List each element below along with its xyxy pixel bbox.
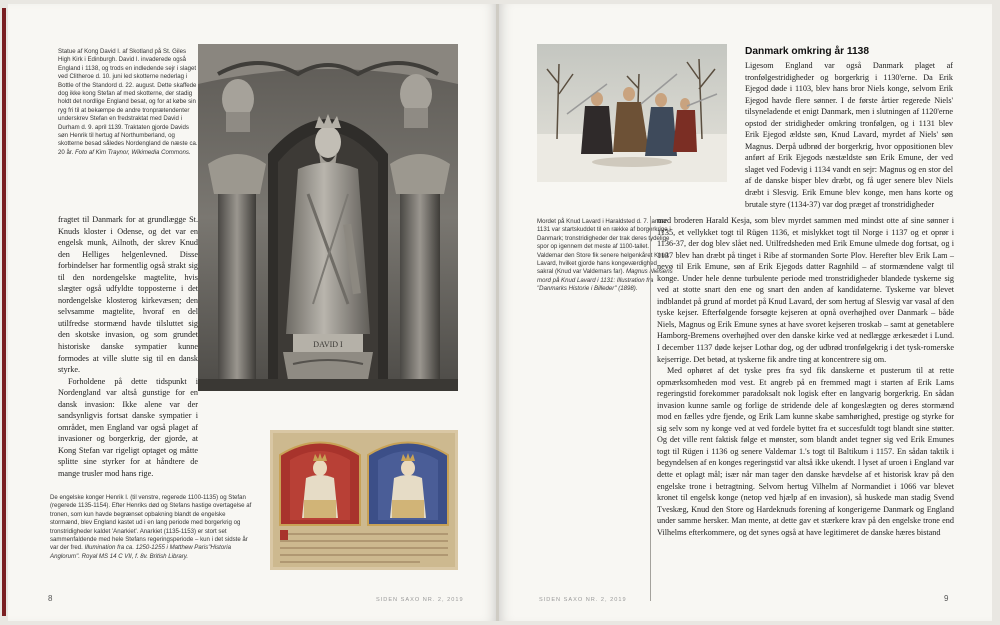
right-page xyxy=(499,4,992,621)
painting-caption xyxy=(537,218,673,294)
right-column-full xyxy=(657,215,954,538)
statue-caption-text: Statue af Kong David I. af Skotland på St. Giles High Kirk i Edinburgh. David I. invaderede også England i 1138, og trods en indledende sejr i slaget ved Clitheroe d. 10. juni led skotterne nederlag i Bottle of the Standord d. 22. august. Dette skaffede dog ikke kong Stefan af med skotterne, der stadig holdt det nordlige England besat, og for at købe sin ryg fri til at bekæmpe de andre tronprætendenter underskrev Stefan en fredstraktat med David i Durham d. 9. april 1139. Traktaten gjorde Davids søn Henrik til hertug af Northumberland, og skotterne besad således Nordengland de næste ca. 20 år. xyxy=(58,48,198,156)
page-number-left: 8 xyxy=(48,594,53,603)
right-paragraph-2: med broderen Harald Kesja, som blev myrdet sammen med mindst otte af sine sønner i 1135, et vellykket togt til Rügen 1136, et mislykket togt til Norge i 1137 og et oprør i 1136-37, der dog blev slået ned. Utilfredsheden med Erik Emune ulmede dog fortsat, og i 1137 blev han dræbt på tinget i Ribe af stormanden Sorte Plov. Herefter blev Erik Lam – nevø til Erik Emune, søn af Erik Ejegods datter Ragnhild – af stormændene valgt til konge. Under hele denne turbulente periode med tronstridigheder blandede tyskerne sig ved at stotte snart den ene og snart den anden af kandidaterne. Tyskerne var blevet indblandet på grund af mordet på Knud Lavard, der som hertug af Slesvig var vasal af den tyske kejser. Efterfølgende forsøgte kejseren at opnå overhøjhed over Danmark – både Niels, Magnus og Erik Emune synes at have svoret kejseren troskab – samt at genetablere Hamborg-Bremens overhøjhed over den danske kirke ved at nedlægge ærkesædet i Lund. I december 1137 døde kejser Lothar dog, og der udbrød tronfølgekrig i det tysk-romerske kejserrige. Det betød, at tyskerne fik andre ting at koncentrere sig om. xyxy=(657,216,954,364)
column-rule xyxy=(650,216,651,601)
book-edge xyxy=(2,8,6,616)
statue-caption-credit: Foto af Kim Traynor, Wikimedia Commons. xyxy=(74,148,191,156)
page-number-right: 9 xyxy=(944,594,949,603)
running-head-right: SIDEN SAXO NR. 2, 2019 xyxy=(539,597,627,603)
plinth-inscription: DAVID I xyxy=(313,340,343,349)
kings-caption-text: De engelske konger Henrik I. (til venstre, regerede 1100-1135) og Stefan (regerede 1135-1154). Efter Henriks død og Stefans hastige overtagelse af tronen, som kun havde begrænset opbakning blandt de engelske stormænd, blev England kastet ud i en lang periode med borgerkrig og tronstridigheder kaldet 'Anarkiet'. Anarkiet (1135-1153) er stort set sammenfaldende med hele Stefans regeringsperiode – kun i det sidste år var der fred. xyxy=(50,494,252,552)
painting-caption-credit: Magnus Nielsens mord på Knud Lavard i 1131: Illustration fra "Danmarks Historie i Billeder" (1898). xyxy=(537,268,673,293)
left-page xyxy=(8,4,497,621)
statue-image xyxy=(198,44,458,391)
kings-caption xyxy=(50,494,256,561)
statue-photo xyxy=(198,44,458,391)
knud-lavard-painting xyxy=(537,44,727,182)
right-paragraph-1: Ligesom England var også Danmark plaget af tronfølgestridigheder og borgerkrig i 1130'erne. Da Erik Ejegod døde i 1103, blev hans bror Niels konge, selvom Erik Ejegod havde flere sønner. I de første årtier regerede Niels' tilsyneladende et enigt Danmark, men i slutningen af 1120'erne opstod der stridigheder omkring tronfølgen, og i 1131 blev Erik Ejegod ældste søn, Knud Lavard, myrdet af Niels' søn Magnus. Derpå udbrød der borgerkrig, hvor oppositionen blev anført af Erik Ejegods næstældste søn Erik Emune, der ved slaget ved Fodevig i 1134 vandt en sejr: Magnus og en stor del af de danske bisper blev dræbt, og få uger senere blev Niels dræbt i Slesvig. Erik Emune blev konge, men hans korte og brutale styre (1134-37) var dog præget af tronstridigheder xyxy=(745,61,953,209)
painting-caption-text: Mordet på Knud Lavard i Haraldsted d. 7. januar 1131 var startskuddet til en række af borgerkrige i Danmark; tronstridigheder der trak deres tydelige spor op igennem det meste af 1100-tallet. Valdemar den Store fik senere helgenkåret Knud Lavard, hvilket gjorde hans kongeværdighed sakral (Knud var Valdemars far). xyxy=(537,218,671,276)
running-head-left: SIDEN SAXO NR. 2, 2019 xyxy=(376,597,464,603)
kings-caption-credit: Illumination fra ca. 1250-1255 i Matthew Paris"Historia Anglorum". Royal MS 14 C VII, f. 8v. British Library. xyxy=(50,544,232,560)
left-paragraph-1: fragtet til Danmark for at grundlægge St. Knuds kloster i Odense, og det var en engelsk munk, Ailnoth, der skrev Knud den Helliges helgenlevned. Disse forbindelser har formentlig også strakt sig til den nordengelske magtelite, hvis slægter også udfyldte topposterne i det nordengelske klosterog kirkevæsen; den selvsamme magtelite, hvoraf en del utilfredse stormænd havde tilsluttet sig den skotske invasion, og som grundet historiske danske sympatier kunne formodes at ville slutte sig til en dansk styrke. xyxy=(58,215,198,375)
manuscript-image xyxy=(270,430,458,570)
left-paragraph-2: Forholdene på dette tidspunkt i Nordengland var altså gunstige for en dansk invasion: Ikke alene var der sandsynligvis fortsat danske sympatier i området, men England var også plaget af invasioner og borgerkrig, der gjorde, at Kong Stefan var rigeligt optaget og måtte splitte sine styrker for at håndtere de mange trusler mod hans rige. xyxy=(58,376,198,479)
left-body-text xyxy=(58,214,198,480)
right-paragraph-3: Med ophøret af det tyske pres fra syd fik danskerne et pusterum til at rette opmærksomheden mod vest. Et angreb på en fremmed magt i starten af Erik Lams regeringstid forekommer paradoksalt nok logisk efter en langvarig borgerkrig. En sådan invasion kunne samle og forlige de stridende dele af kongeslægten og deres stormænd mod en fælles ydre fjende, og Erik Lam kunne skabe samhørighed, prestige og styrke for sig selv som ny konge ved at ved fordele byttet fra et succesfuldt togt blandt sine støtter. Og det ville rent faktisk følge et mønster, som blandt andet tegner sig ved Erik Emunes togt til Rügen i 1136 og senere Valdemar 1.'s togt til Baltikum i 1157. En sådan taktik i begyndelsen af en konges regeringstid var altså ikke ukendt. I lyset af uroen i England var dette et oplagt mål; især når man tager den danske hævdelse af et historisk krav på den engelske trone i betragtning. Selvom hertug Vilhelm af Normandiet i 1066 var blevet kronet til engelsk konge (netop ved hjælp af en invasion), så huskede man stadig Svend Tveskæg, Knud den Store og Hardeknuds forening af kongerigerne Danmark og England under samme hersker. Man mente, at dette gav et stærkere krav på den engelske trone end Vilhelms efterkommere, og det synes også at have legitimeret de danske hæres bistand xyxy=(657,366,954,537)
manuscript-illumination xyxy=(270,430,458,570)
statue-caption xyxy=(58,48,198,157)
section-heading: Danmark omkring år 1138 xyxy=(745,46,870,57)
painting-image xyxy=(537,44,727,182)
right-column-top xyxy=(745,60,953,210)
